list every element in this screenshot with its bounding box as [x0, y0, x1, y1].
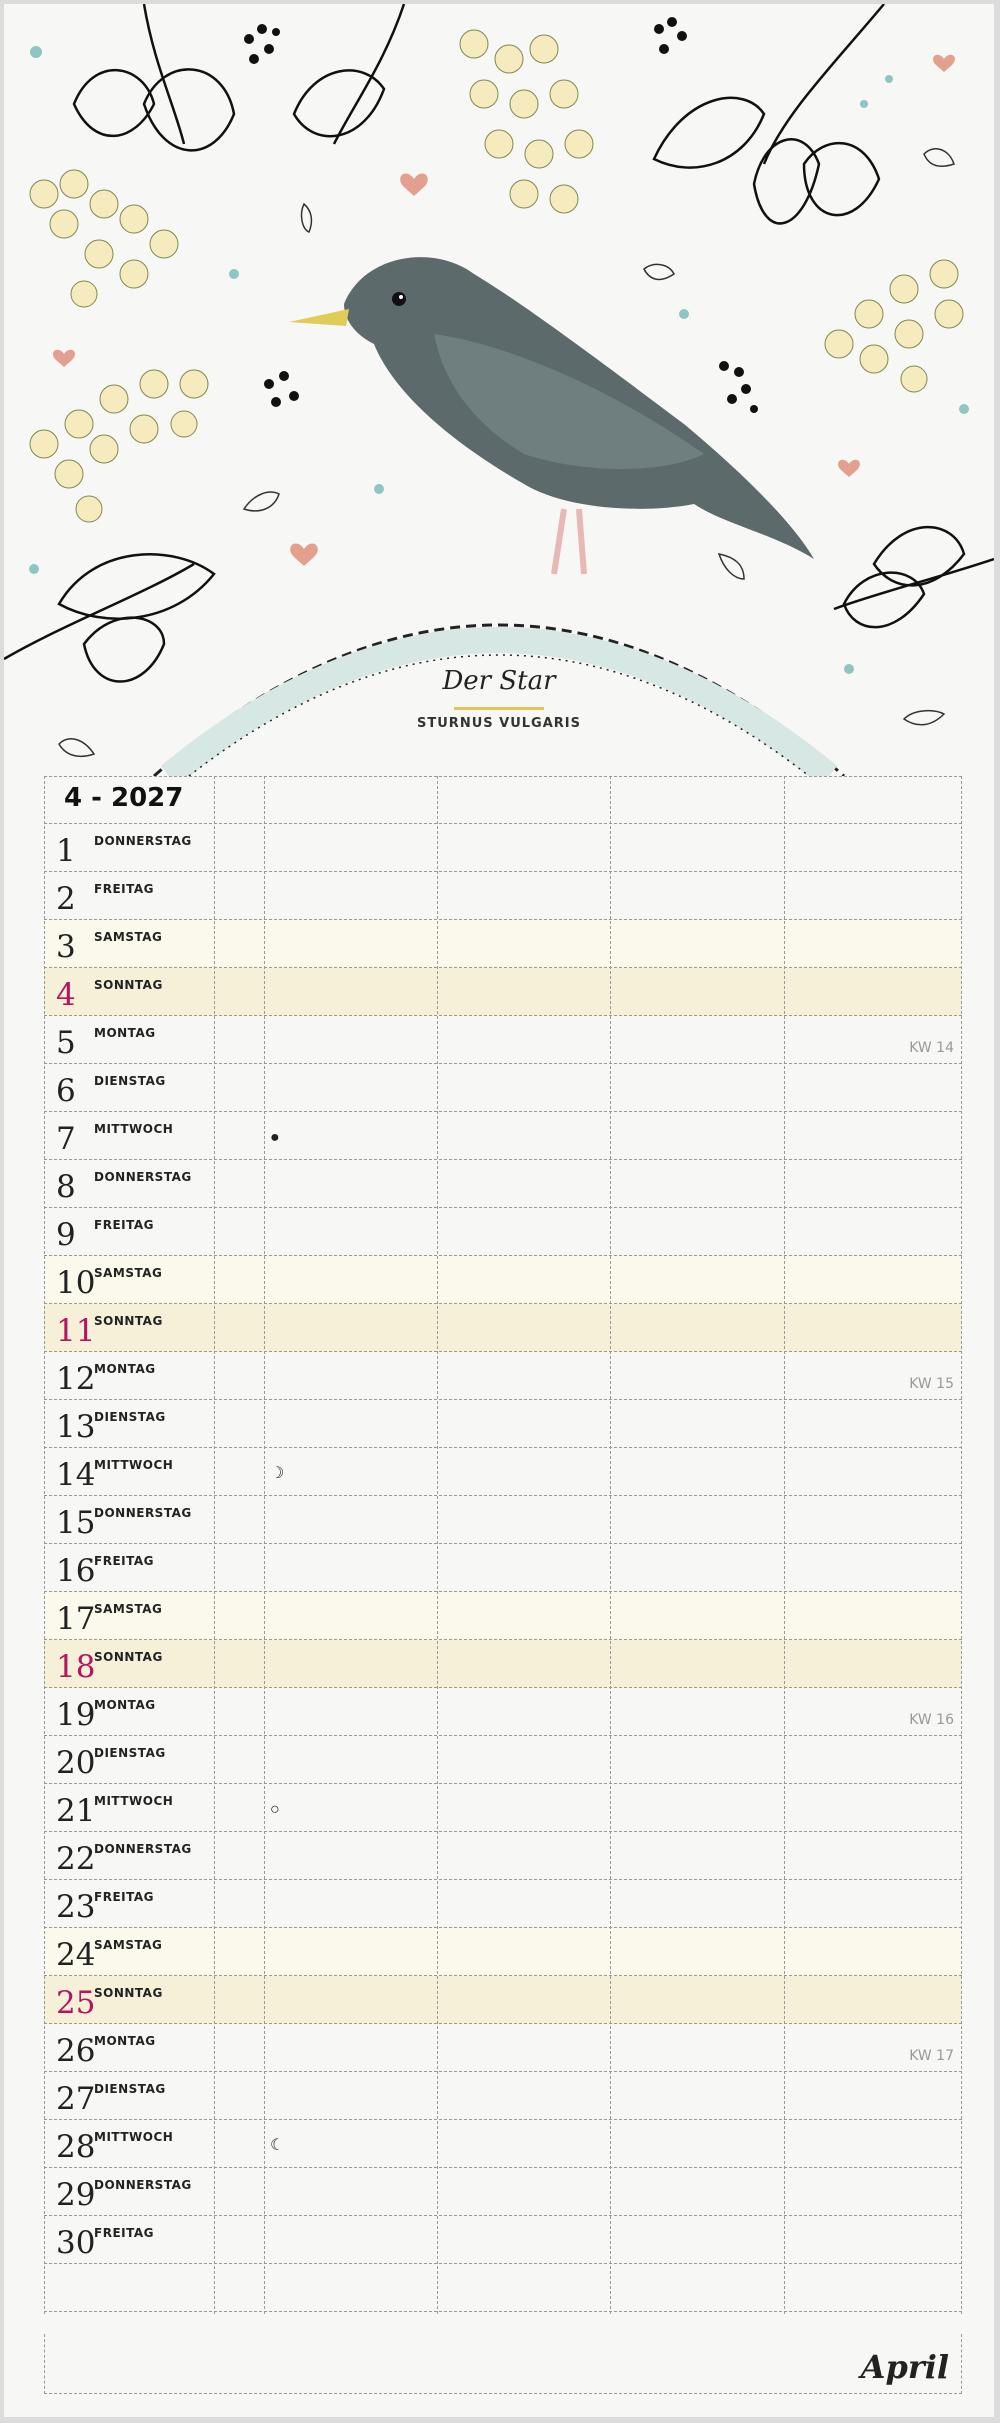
weekday-label: MITTWOCH — [94, 2130, 174, 2144]
grid-line — [784, 776, 785, 2314]
weekday-label: DIENSTAG — [94, 2082, 166, 2096]
day-row[interactable] — [44, 1256, 962, 1304]
day-row[interactable] — [44, 1592, 962, 1640]
grid-line — [961, 776, 962, 2314]
day-row[interactable] — [44, 2168, 962, 2216]
day-row[interactable] — [44, 1064, 962, 1112]
day-row[interactable] — [44, 1976, 962, 2024]
weekday-label: MONTAG — [94, 1362, 156, 1376]
weekday-label: MITTWOCH — [94, 1458, 174, 1472]
weekday-label: SONNTAG — [94, 1650, 163, 1664]
grid-line — [437, 776, 438, 2314]
day-row[interactable] — [44, 1880, 962, 1928]
month-name-label: April — [860, 2348, 949, 2386]
day-number: 25 — [56, 1985, 96, 2021]
week-number-label: KW 14 — [909, 1040, 954, 1056]
day-number: 21 — [56, 1793, 96, 1829]
day-row[interactable] — [44, 1016, 962, 1064]
arch — [154, 625, 844, 776]
weekday-label: FREITAG — [94, 882, 154, 896]
day-row[interactable] — [44, 1448, 962, 1496]
day-number: 30 — [56, 2225, 96, 2261]
day-number: 26 — [56, 2033, 96, 2069]
day-row[interactable] — [44, 2024, 962, 2072]
calendar-page — [4, 4, 994, 2417]
moon-phase-icon: ☽ — [270, 1465, 285, 1482]
day-row[interactable] — [44, 872, 962, 920]
caption-divider — [454, 707, 544, 710]
weekday-label: SAMSTAG — [94, 1602, 163, 1616]
calendar-header-row — [44, 776, 962, 824]
day-number: 12 — [56, 1361, 96, 1397]
weekday-label: DIENSTAG — [94, 1074, 166, 1088]
day-number: 14 — [56, 1457, 96, 1493]
weekday-label: SAMSTAG — [94, 1938, 163, 1952]
week-number-label: KW 16 — [909, 1712, 954, 1728]
day-row[interactable] — [44, 1496, 962, 1544]
grid-line — [264, 776, 265, 2314]
weekday-label: DIENSTAG — [94, 1410, 166, 1424]
weekday-label: DIENSTAG — [94, 1746, 166, 1760]
calendar-footer — [44, 2334, 962, 2394]
weekday-label: SONNTAG — [94, 978, 163, 992]
day-row[interactable] — [44, 2216, 962, 2264]
day-row[interactable] — [44, 968, 962, 1016]
day-number: 8 — [56, 1169, 76, 1205]
weekday-label: DONNERSTAG — [94, 834, 192, 848]
day-number: 5 — [56, 1025, 76, 1061]
weekday-label: SAMSTAG — [94, 1266, 163, 1280]
day-number: 9 — [56, 1217, 76, 1253]
weekday-label: FREITAG — [94, 1218, 154, 1232]
day-row[interactable] — [44, 2120, 962, 2168]
day-number: 24 — [56, 1937, 96, 1973]
starling-illustration — [4, 4, 994, 776]
weekday-label: SONNTAG — [94, 1314, 163, 1328]
weekday-label: DONNERSTAG — [94, 2178, 192, 2192]
weekday-label: MITTWOCH — [94, 1122, 174, 1136]
moon-phase-icon: ● — [270, 1129, 280, 1146]
starling-bird-icon — [289, 257, 814, 574]
day-row[interactable] — [44, 1160, 962, 1208]
day-row[interactable] — [44, 1400, 962, 1448]
moon-phase-icon: ○ — [270, 1801, 280, 1818]
weekday-label: SAMSTAG — [94, 930, 163, 944]
day-number: 20 — [56, 1745, 96, 1781]
day-row[interactable] — [44, 1352, 962, 1400]
day-number: 28 — [56, 2129, 96, 2165]
caption-subtitle: STURNUS VULGARIS — [417, 716, 581, 731]
grid-line — [44, 776, 45, 2314]
day-number: 17 — [56, 1601, 96, 1637]
day-row[interactable] — [44, 1928, 962, 1976]
moon-phase-icon: ☾ — [270, 2137, 285, 2154]
day-number: 13 — [56, 1409, 96, 1445]
weekday-label: FREITAG — [94, 2226, 154, 2240]
day-row[interactable] — [44, 1640, 962, 1688]
day-row[interactable] — [44, 1832, 962, 1880]
weekday-label: MONTAG — [94, 2034, 156, 2048]
day-row[interactable] — [44, 1304, 962, 1352]
weekday-label: MITTWOCH — [94, 1794, 174, 1808]
weekday-label: DONNERSTAG — [94, 1170, 192, 1184]
day-number: 19 — [56, 1697, 96, 1733]
day-row[interactable] — [44, 1112, 962, 1160]
grid-line — [610, 776, 611, 2314]
weekday-label: FREITAG — [94, 1554, 154, 1568]
day-row[interactable] — [44, 1784, 962, 1832]
weekday-label: MONTAG — [94, 1698, 156, 1712]
week-number-label: KW 17 — [909, 2048, 954, 2064]
day-number: 16 — [56, 1553, 96, 1589]
day-row[interactable] — [44, 824, 962, 872]
weekday-label: DONNERSTAG — [94, 1842, 192, 1856]
day-row[interactable] — [44, 1544, 962, 1592]
week-number-label: KW 15 — [909, 1376, 954, 1392]
day-number: 29 — [56, 2177, 96, 2213]
weekday-label: FREITAG — [94, 1890, 154, 1904]
day-number: 7 — [56, 1121, 76, 1157]
day-row[interactable] — [44, 2072, 962, 2120]
day-number: 4 — [56, 977, 76, 1013]
empty-row[interactable] — [44, 2264, 962, 2312]
day-number: 22 — [56, 1841, 96, 1877]
day-number: 2 — [56, 881, 76, 917]
day-row[interactable] — [44, 920, 962, 968]
day-number: 27 — [56, 2081, 96, 2117]
day-row[interactable] — [44, 1208, 962, 1256]
day-number: 11 — [56, 1313, 96, 1349]
weekday-label: SONNTAG — [94, 1986, 163, 2000]
day-number: 1 — [56, 833, 76, 869]
weekday-label: MONTAG — [94, 1026, 156, 1040]
day-number: 23 — [56, 1889, 96, 1925]
day-number: 10 — [56, 1265, 96, 1301]
day-row[interactable] — [44, 1688, 962, 1736]
weekday-label: DONNERSTAG — [94, 1506, 192, 1520]
month-year-label: 4 - 2027 — [64, 783, 184, 813]
day-number: 3 — [56, 929, 76, 965]
grid-line — [214, 776, 215, 2314]
day-number: 6 — [56, 1073, 76, 1109]
day-number: 15 — [56, 1505, 96, 1541]
caption-title: Der Star — [442, 666, 556, 696]
day-row[interactable] — [44, 1736, 962, 1784]
day-number: 18 — [56, 1649, 96, 1685]
